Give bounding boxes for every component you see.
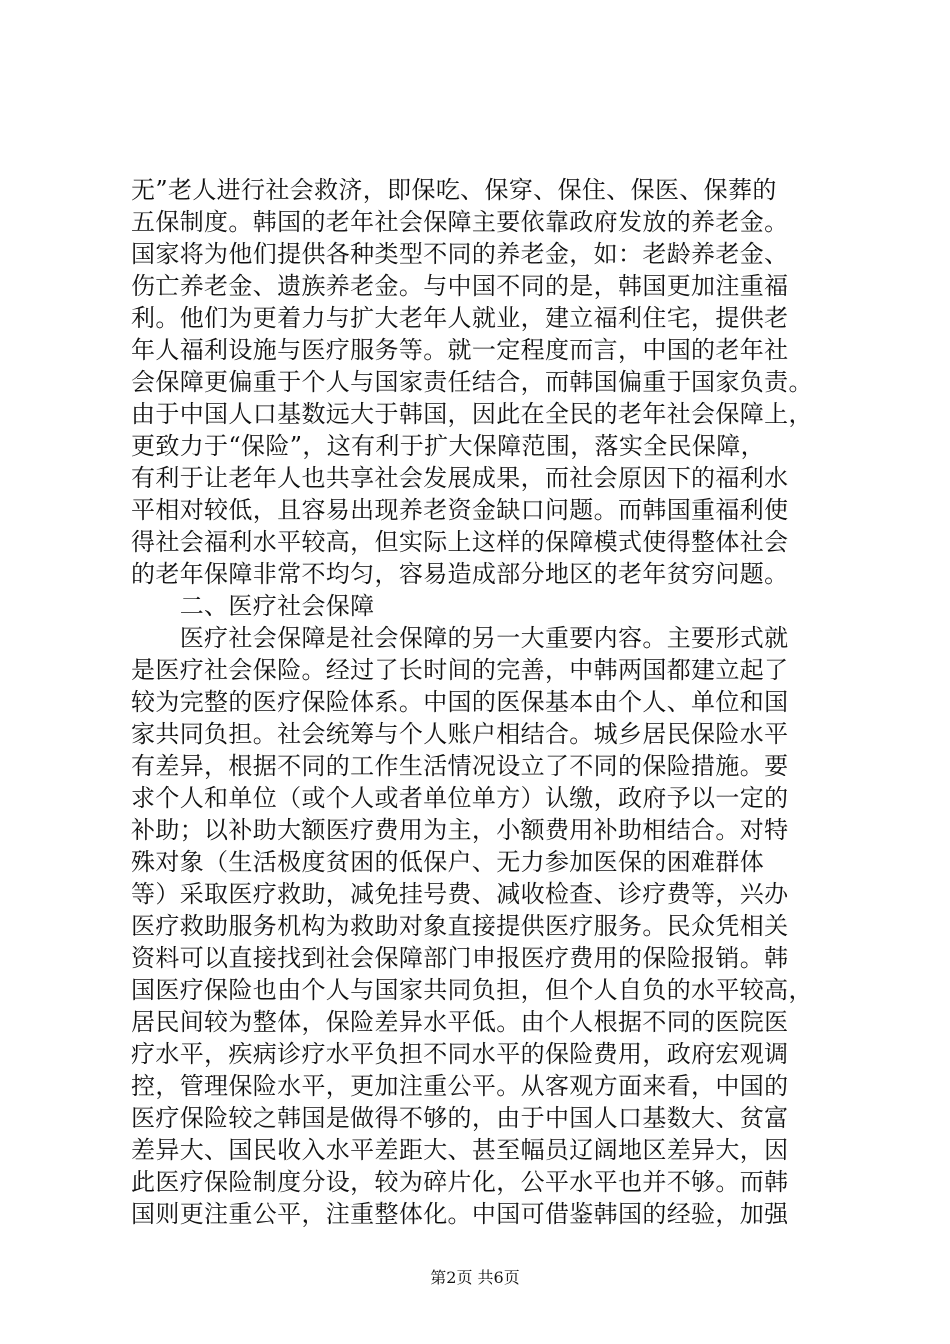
text-line: 年人福利设施与医疗服务等。就一定程度而言，中国的老年社 (131, 336, 789, 364)
text-line: 较为完整的医疗保险体系。中国的医保基本由个人、单位和国 (131, 688, 789, 716)
text-line: 会保障更偏重于个人与国家责任结合，而韩国偏重于国家负责。 (131, 368, 813, 396)
text-line: 殊对象（生活极度贫困的低保户、无力参加医保的困难群体 (131, 848, 765, 876)
text-line: 控，管理保险水平，更加注重公平。从客观方面来看，中国的 (131, 1072, 789, 1100)
text-line: 平相对较低，且容易出现养老资金缺口问题。而韩国重福利使 (131, 496, 789, 524)
text-line: 此医疗保险制度分设，较为碎片化，公平水平也并不够。而韩 (131, 1168, 789, 1196)
text-line: 利。他们为更着力与扩大老年人就业，建立福利住宅，提供老 (131, 304, 789, 332)
text-line: 求个人和单位（或个人或者单位单方）认缴，政府予以一定的 (131, 784, 789, 812)
text-line: 国医疗保险也由个人与国家共同负担，但个人自负的水平较高， (131, 976, 813, 1004)
text-line: 五保制度。韩国的老年社会保障主要依靠政府发放的养老金。 (131, 208, 789, 236)
text-line: 补助；以补助大额医疗费用为主，小额费用补助相结合。对特 (131, 816, 789, 844)
text-line: 得社会福利水平较高，但实际上这样的保障模式使得整体社会 (131, 528, 789, 556)
text-line: 资料可以直接找到社会保障部门申报医疗费用的保险报销。韩 (131, 944, 789, 972)
text-line: 医疗救助服务机构为救助对象直接提供医疗服务。民众凭相关 (131, 912, 789, 940)
text-line: 国则更注重公平，注重整体化。中国可借鉴韩国的经验，加强 (131, 1200, 789, 1228)
text-line: 家共同负担。社会统筹与个人账户相结合。城乡居民保险水平 (131, 720, 789, 748)
text-line: 等）采取医疗救助，减免挂号费、减收检查、诊疗费等，兴办 (131, 880, 789, 908)
text-line: 由于中国人口基数远大于韩国，因此在全民的老年社会保障上， (131, 400, 813, 428)
text-line: 居民间较为整体，保险差异水平低。由个人根据不同的医院医 (131, 1008, 789, 1036)
text-line: 是医疗社会保险。经过了长时间的完善，中韩两国都建立起了 (131, 656, 789, 684)
text-line: 有利于让老年人也共享社会发展成果，而社会原因下的福利水 (131, 464, 789, 492)
text-line: 医疗社会保障是社会保障的另一大重要内容。主要形式就 (131, 624, 789, 652)
text-line: 伤亡养老金、遗族养老金。与中国不同的是，韩国更加注重福 (131, 272, 789, 300)
section-heading: 二、医疗社会保障 (131, 592, 375, 620)
text-line: 无”老人进行社会救济，即保吃、保穿、保住、保医、保葬的 (131, 176, 777, 204)
page-number-footer: 第2页 共6页 (430, 1268, 520, 1287)
text-line: 国家将为他们提供各种类型不同的养老金，如：老龄养老金、 (131, 240, 789, 268)
text-line: 疗水平，疾病诊疗水平负担不同水平的保险费用，政府宏观调 (131, 1040, 789, 1068)
text-line: 医疗保险较之韩国是做得不够的，由于中国人口基数大、贫富 (131, 1104, 789, 1132)
text-line: 有差异，根据不同的工作生活情况设立了不同的保险措施。要 (131, 752, 789, 780)
text-line: 更致力于“保险”，这有利于扩大保障范围，落实全民保障， (131, 432, 765, 460)
body-text (131, 174, 831, 1230)
text-line: 的老年保障非常不均匀，容易造成部分地区的老年贫穷问题。 (131, 560, 789, 588)
text-line: 差异大、国民收入水平差距大、甚至幅员辽阔地区差异大，因 (131, 1136, 789, 1164)
